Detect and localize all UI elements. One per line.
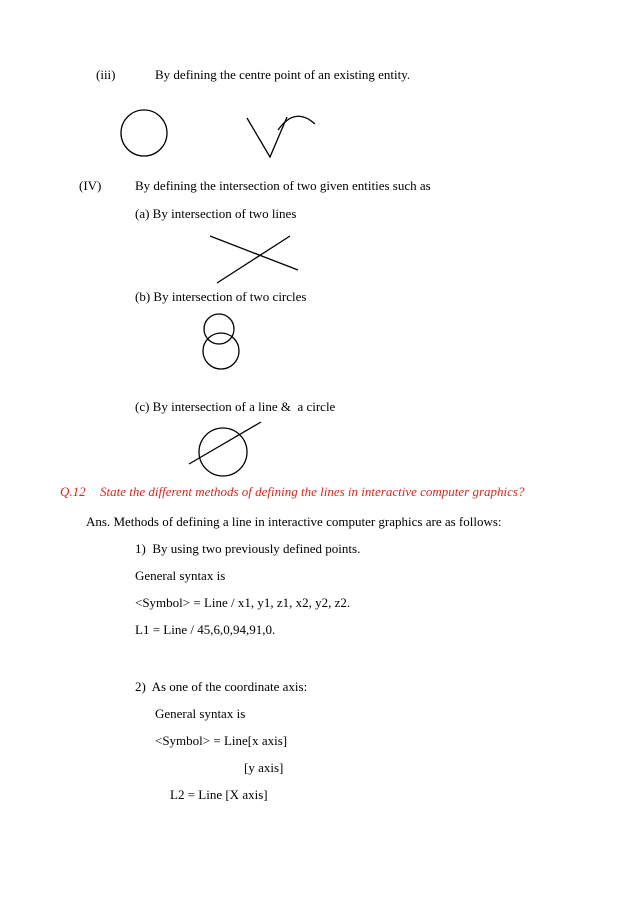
method-one-title: 1) By using two previously defined points.: [135, 541, 361, 556]
item-marker-iii: (iii): [96, 67, 116, 82]
method-one-example: L1 = Line / 45,6,0,94,91,0.: [135, 622, 276, 637]
two-circles-intersection-figure: [198, 308, 248, 378]
question-text: State the different methods of defining the lines in interactive computer graphics?: [100, 484, 525, 499]
method-two-syntax-line1: <Symbol> = Line[x axis]: [155, 733, 288, 748]
method-two-title: 2) As one of the coordinate axis:: [135, 679, 308, 694]
line-circle-intersection-figure: [185, 418, 275, 478]
method-two-syntax-line2: [y axis]: [244, 760, 284, 775]
method-two-syntax-label: General syntax is: [155, 706, 246, 721]
method-one-syntax-label: General syntax is: [135, 568, 226, 583]
sub-item-b: (b) By intersection of two circles: [135, 289, 307, 304]
method-two-example: L2 = Line [X axis]: [170, 787, 268, 802]
circle-one-shape: [204, 314, 234, 344]
existing-circle-shape: [121, 110, 167, 156]
item-text-iv: By defining the intersection of two given entities such as: [135, 178, 431, 193]
method-one-syntax: <Symbol> = Line / x1, y1, z1, x2, y2, z2.: [135, 595, 351, 610]
line-one-shape: [210, 236, 298, 270]
answer-intro: Ans. Methods of defining a line in interactive computer graphics are as follows:: [86, 514, 502, 529]
sub-item-c: (c) By intersection of a line & a circle: [135, 399, 336, 414]
question-number: Q.12: [60, 484, 86, 499]
circle-two-shape: [203, 333, 239, 369]
sub-item-a: (a) By intersection of two lines: [135, 206, 297, 221]
item-marker-iv: (IV): [79, 178, 102, 193]
two-lines-intersection-figure: [205, 232, 305, 287]
v-lines-shape: [247, 117, 287, 157]
arc-shape: [278, 116, 315, 130]
item-text-iii: By defining the centre point of an existing entity.: [155, 67, 411, 82]
centre-point-figure: [110, 100, 340, 170]
circle-shape: [199, 428, 247, 476]
